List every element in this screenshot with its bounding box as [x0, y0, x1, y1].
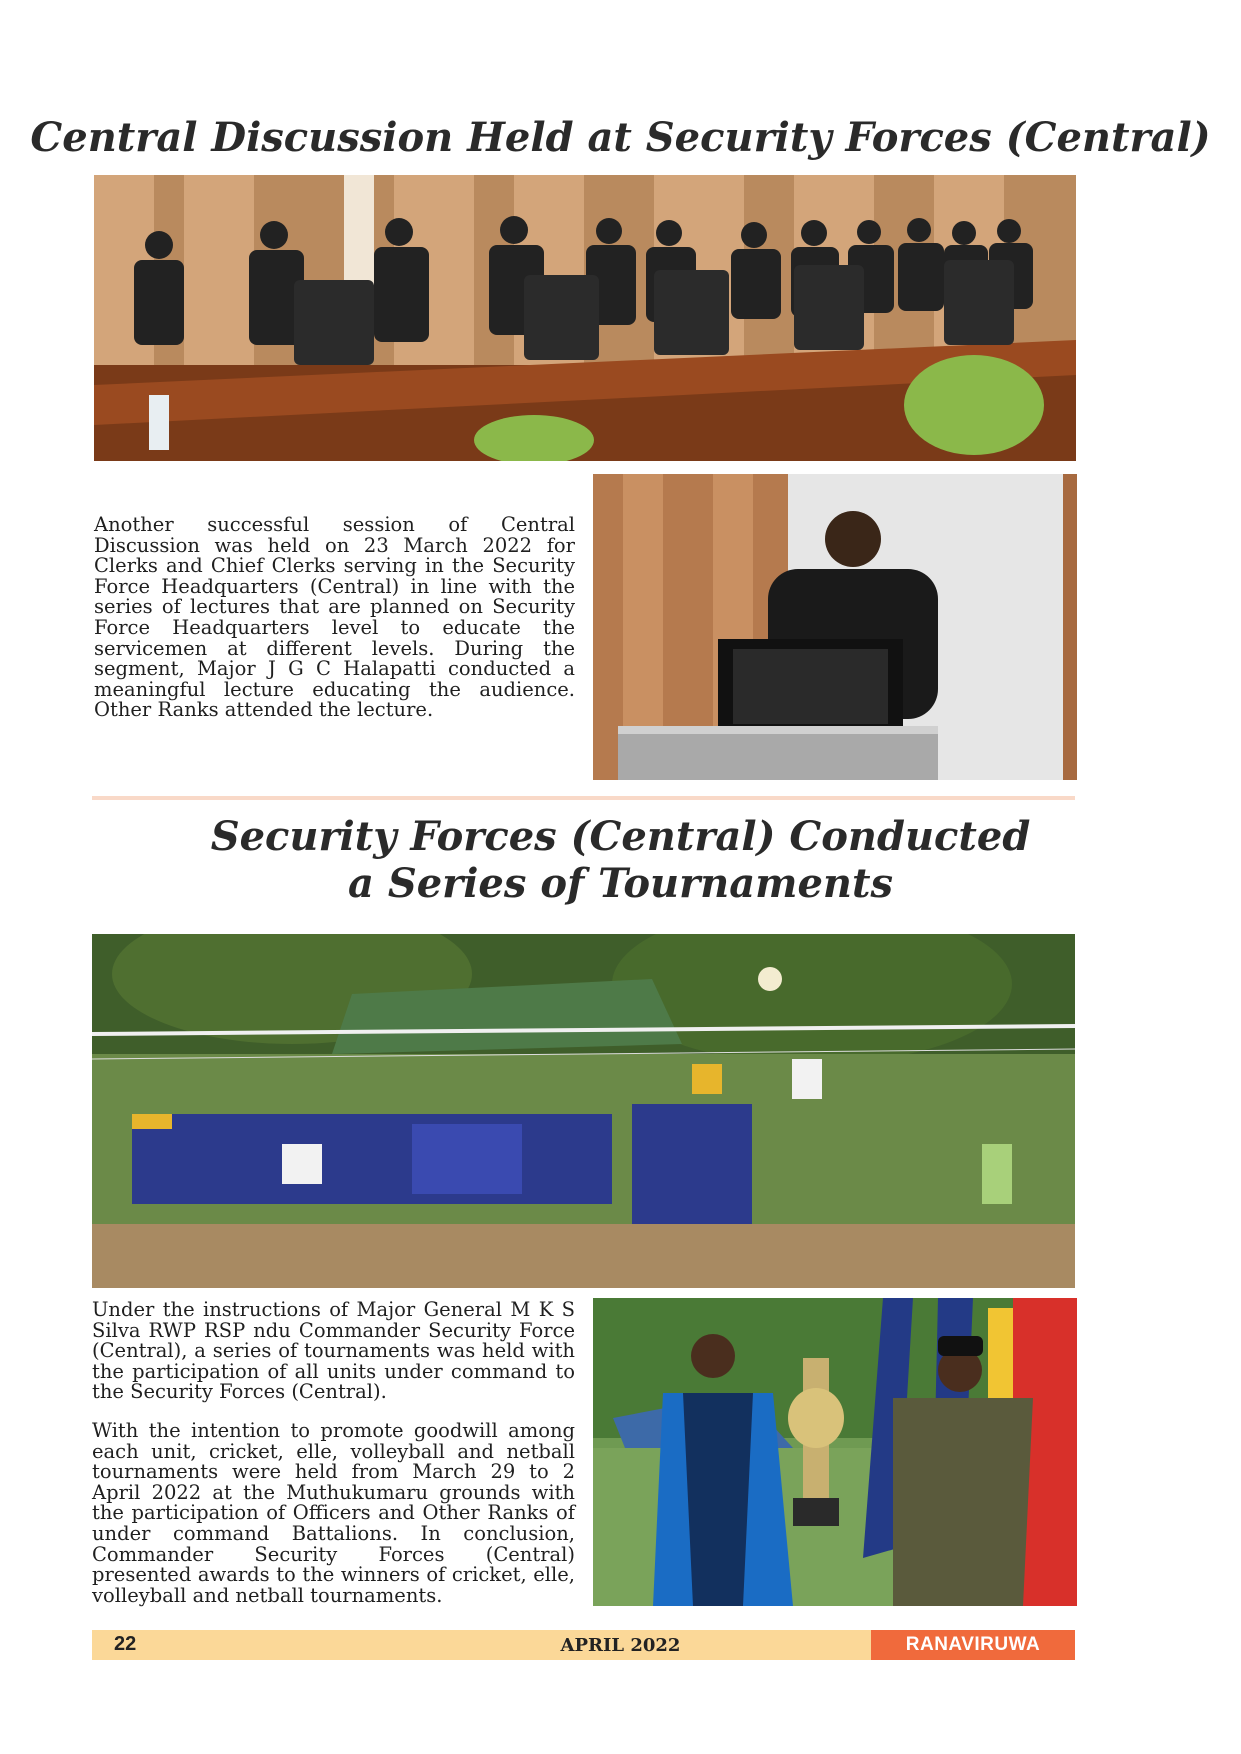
conference-photo [94, 175, 1076, 461]
article-paragraph: With the intention to promote goodwill among each unit, cricket, elle, volleyball and netball tournaments were held from March 29 to 2 April 2022 at the Muthukumaru grounds with the participation of Officers and Other Ranks of under command Battalions. In conclusion, Commander Security Forces (Central) presented awards to the winners of cricket, elle, volleyball and netball tournaments. [92, 1419, 575, 1607]
title-line: Security Forces (Central) Conducted [210, 813, 1031, 860]
article-paragraph: Under the instructions of Major General M K S Silva RWP RSP ndu Commander Security Force (Central), a series of tournaments was held with the participation of all units under command to the Security Forces (Central). [92, 1298, 575, 1404]
volleyball-photo [92, 934, 1075, 1288]
article-title: Central Discussion Held at Security Forces (Central) [30, 114, 1211, 161]
lecturer-photo [593, 474, 1077, 780]
article-body: Another successful session of Central Discussion was held on 23 March 2022 for Clerks and Chief Clerks serving in the Security Force Headquarters (Central) in line with the series of lectures that are planned on Security Force Headquarters level to educate the servicemen at different levels. During the segment, Major J G C Halapatti conducted a meaningful lecture educating the audience. Other Ranks attended the lecture. [94, 513, 575, 722]
page-number: 22 [114, 1633, 137, 1655]
title-line: a Series of Tournaments [347, 860, 894, 908]
article-title [0, 813, 1241, 907]
issue-date: APRIL 2022 [560, 1635, 681, 1656]
trophy-photo [593, 1298, 1077, 1606]
publication-name: RANAVIRUWA [871, 1630, 1075, 1660]
section-divider [92, 796, 1075, 800]
